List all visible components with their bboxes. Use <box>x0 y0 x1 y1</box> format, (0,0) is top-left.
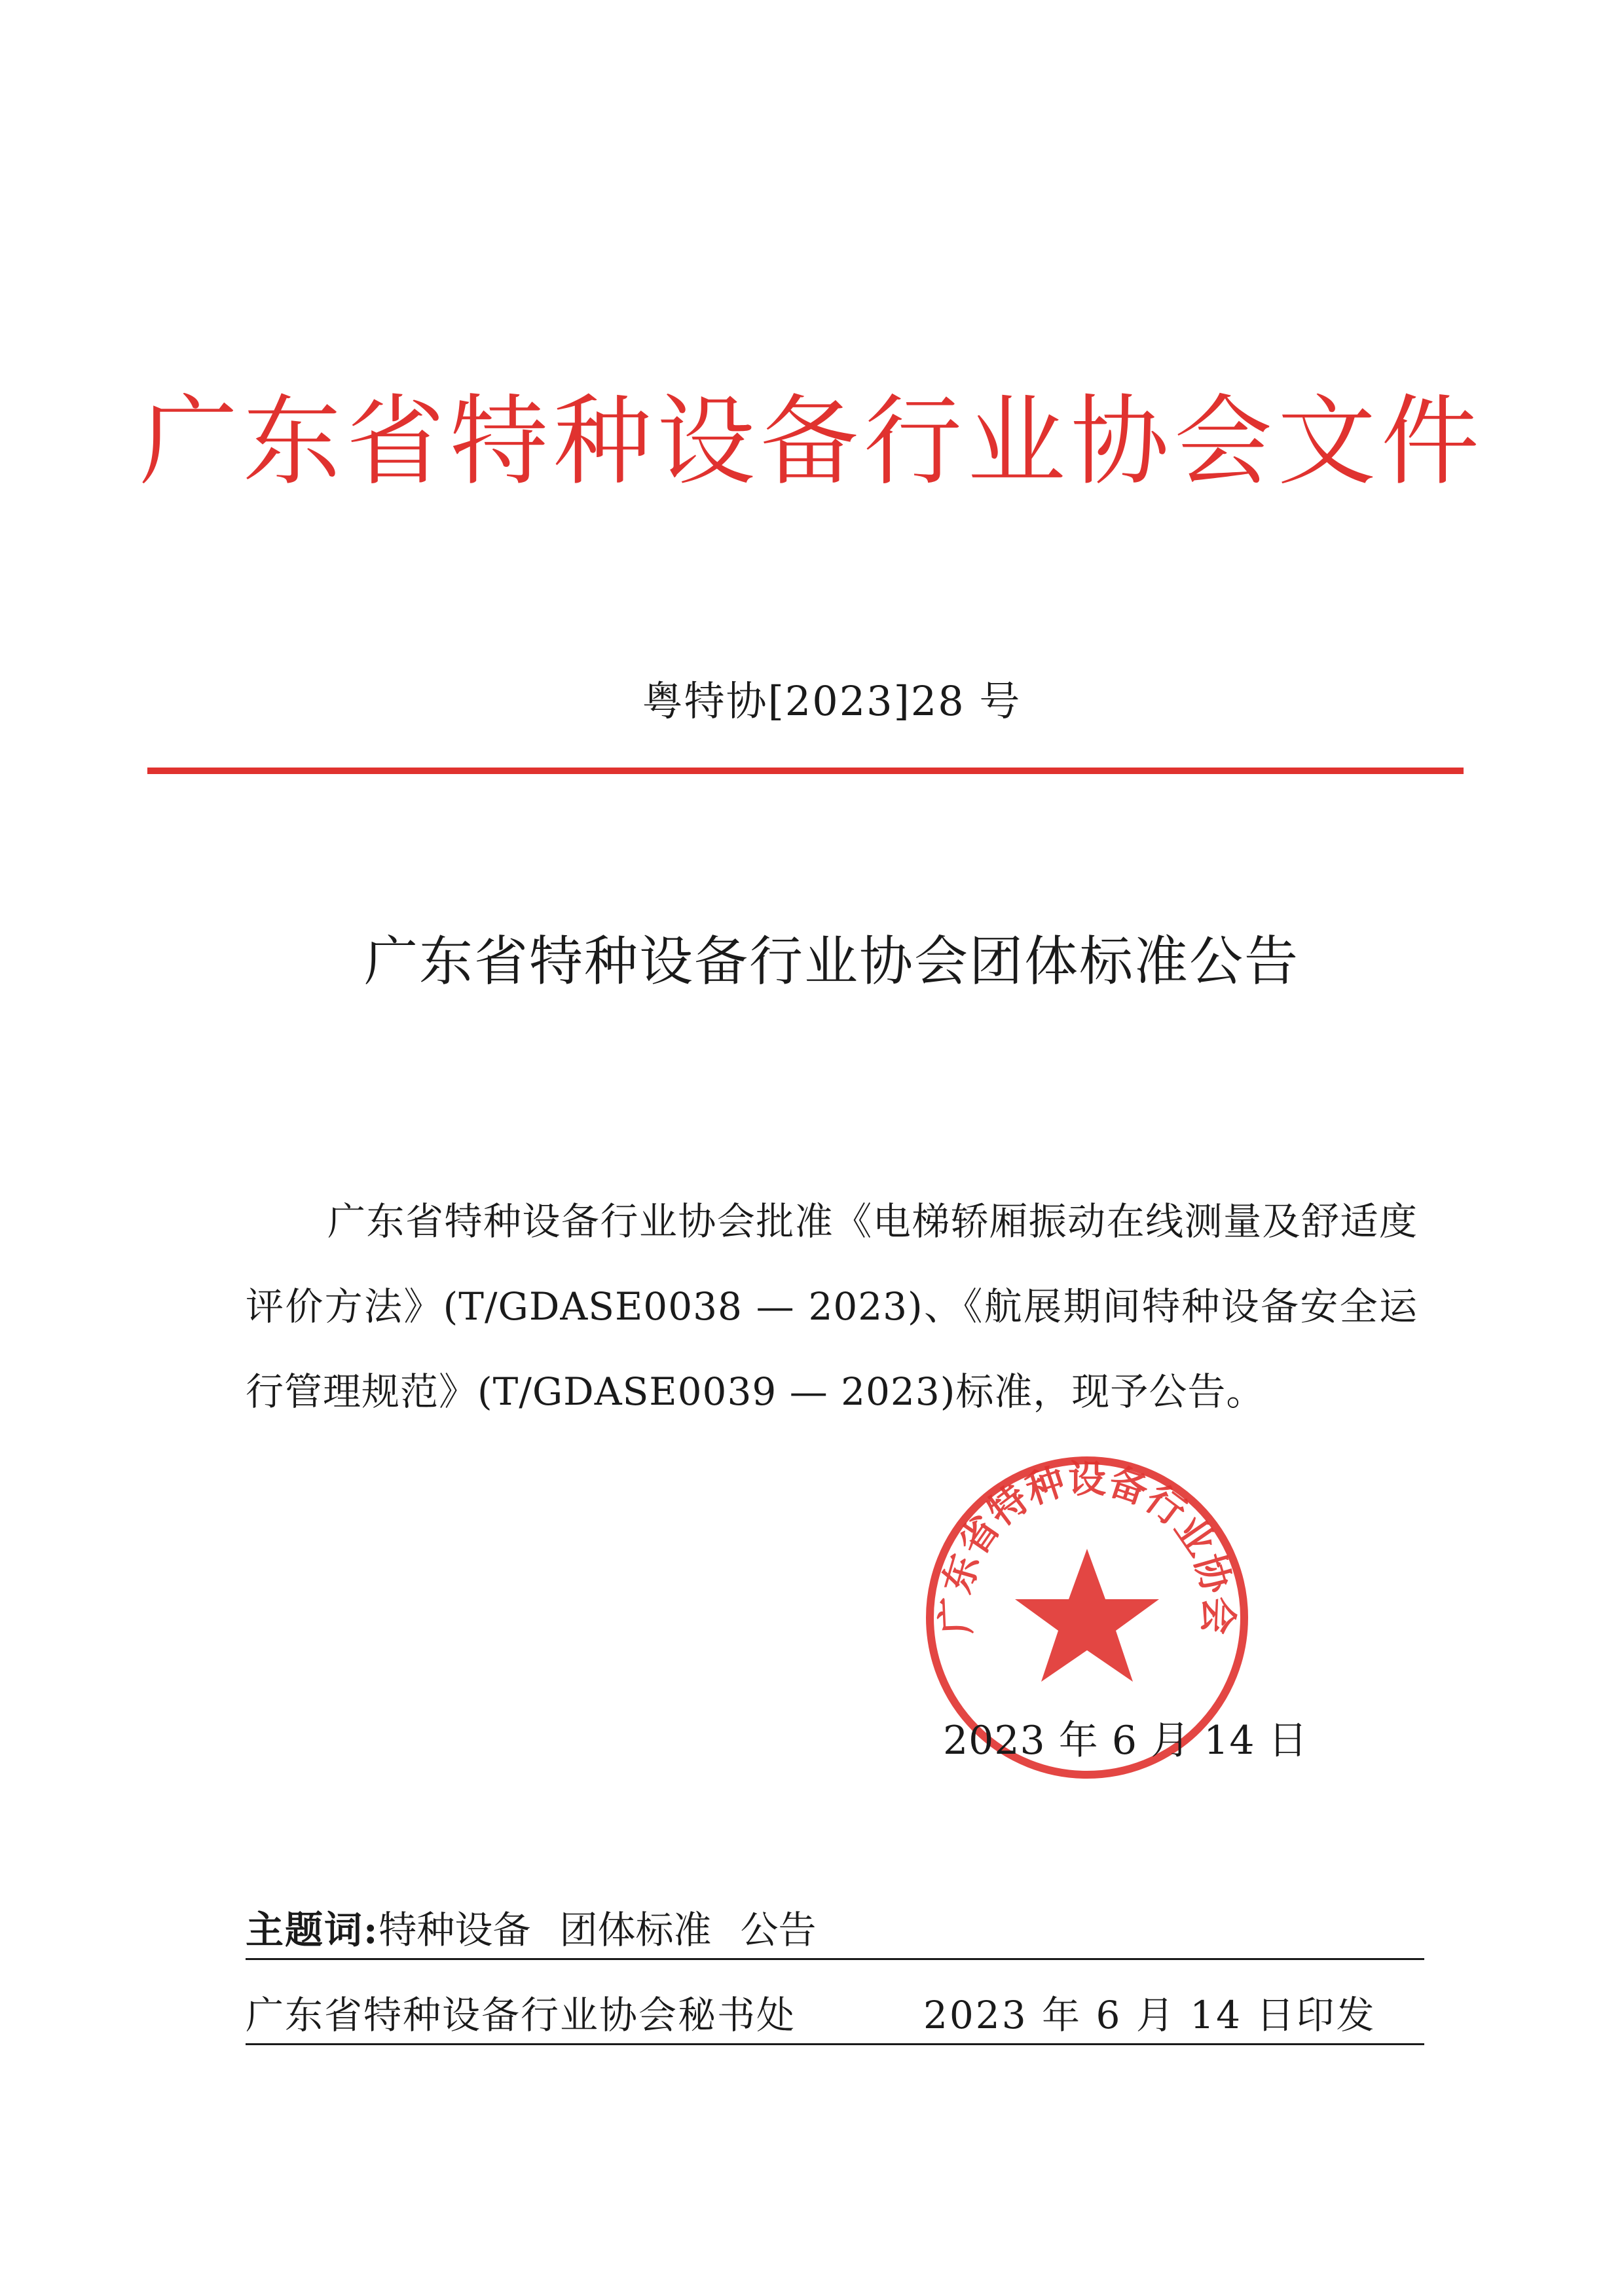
keywords-line <box>246 1908 1424 1952</box>
seal-star-icon <box>1015 1549 1159 1682</box>
footer-issue-date: 2023 年 6 月 14 日印发 <box>923 1993 1376 2037</box>
notice-title: 广东省特种设备行业协会团体标准公告 <box>363 931 1299 993</box>
keywords-label: 主题词: <box>246 1908 379 1952</box>
signature-date: 2023 年 6 月 14 日 <box>943 1718 1308 1764</box>
footer-issuer: 广东省特种设备行业协会秘书处 <box>246 1993 796 2037</box>
document-number: 粤特协[2023]28 号 <box>642 677 1022 725</box>
keyword-item: 特种设备 <box>378 1908 531 1952</box>
seal-text: 广东省特种设备行业协会 <box>933 1456 1241 1636</box>
keyword-item: 团体标准 <box>559 1908 712 1952</box>
keyword-item: 公告 <box>740 1908 817 1952</box>
footer-rule-bottom <box>246 2043 1424 2045</box>
footer-rule-top <box>246 1958 1424 1960</box>
document-header-title: 广东省特种设备行业协会文件 <box>139 385 1485 499</box>
footer-issuer-line <box>246 1993 1424 2037</box>
notice-body: 广东省特种设备行业协会批准《电梯轿厢振动在线测量及舒适度评价方法》(T/GDASE0038 — 2023)、《航展期间特种设备安全运行管理规范》(T/GDASE0039 — 2023)标准，现予公告。 <box>246 1199 1418 1414</box>
red-divider <box>147 768 1464 774</box>
